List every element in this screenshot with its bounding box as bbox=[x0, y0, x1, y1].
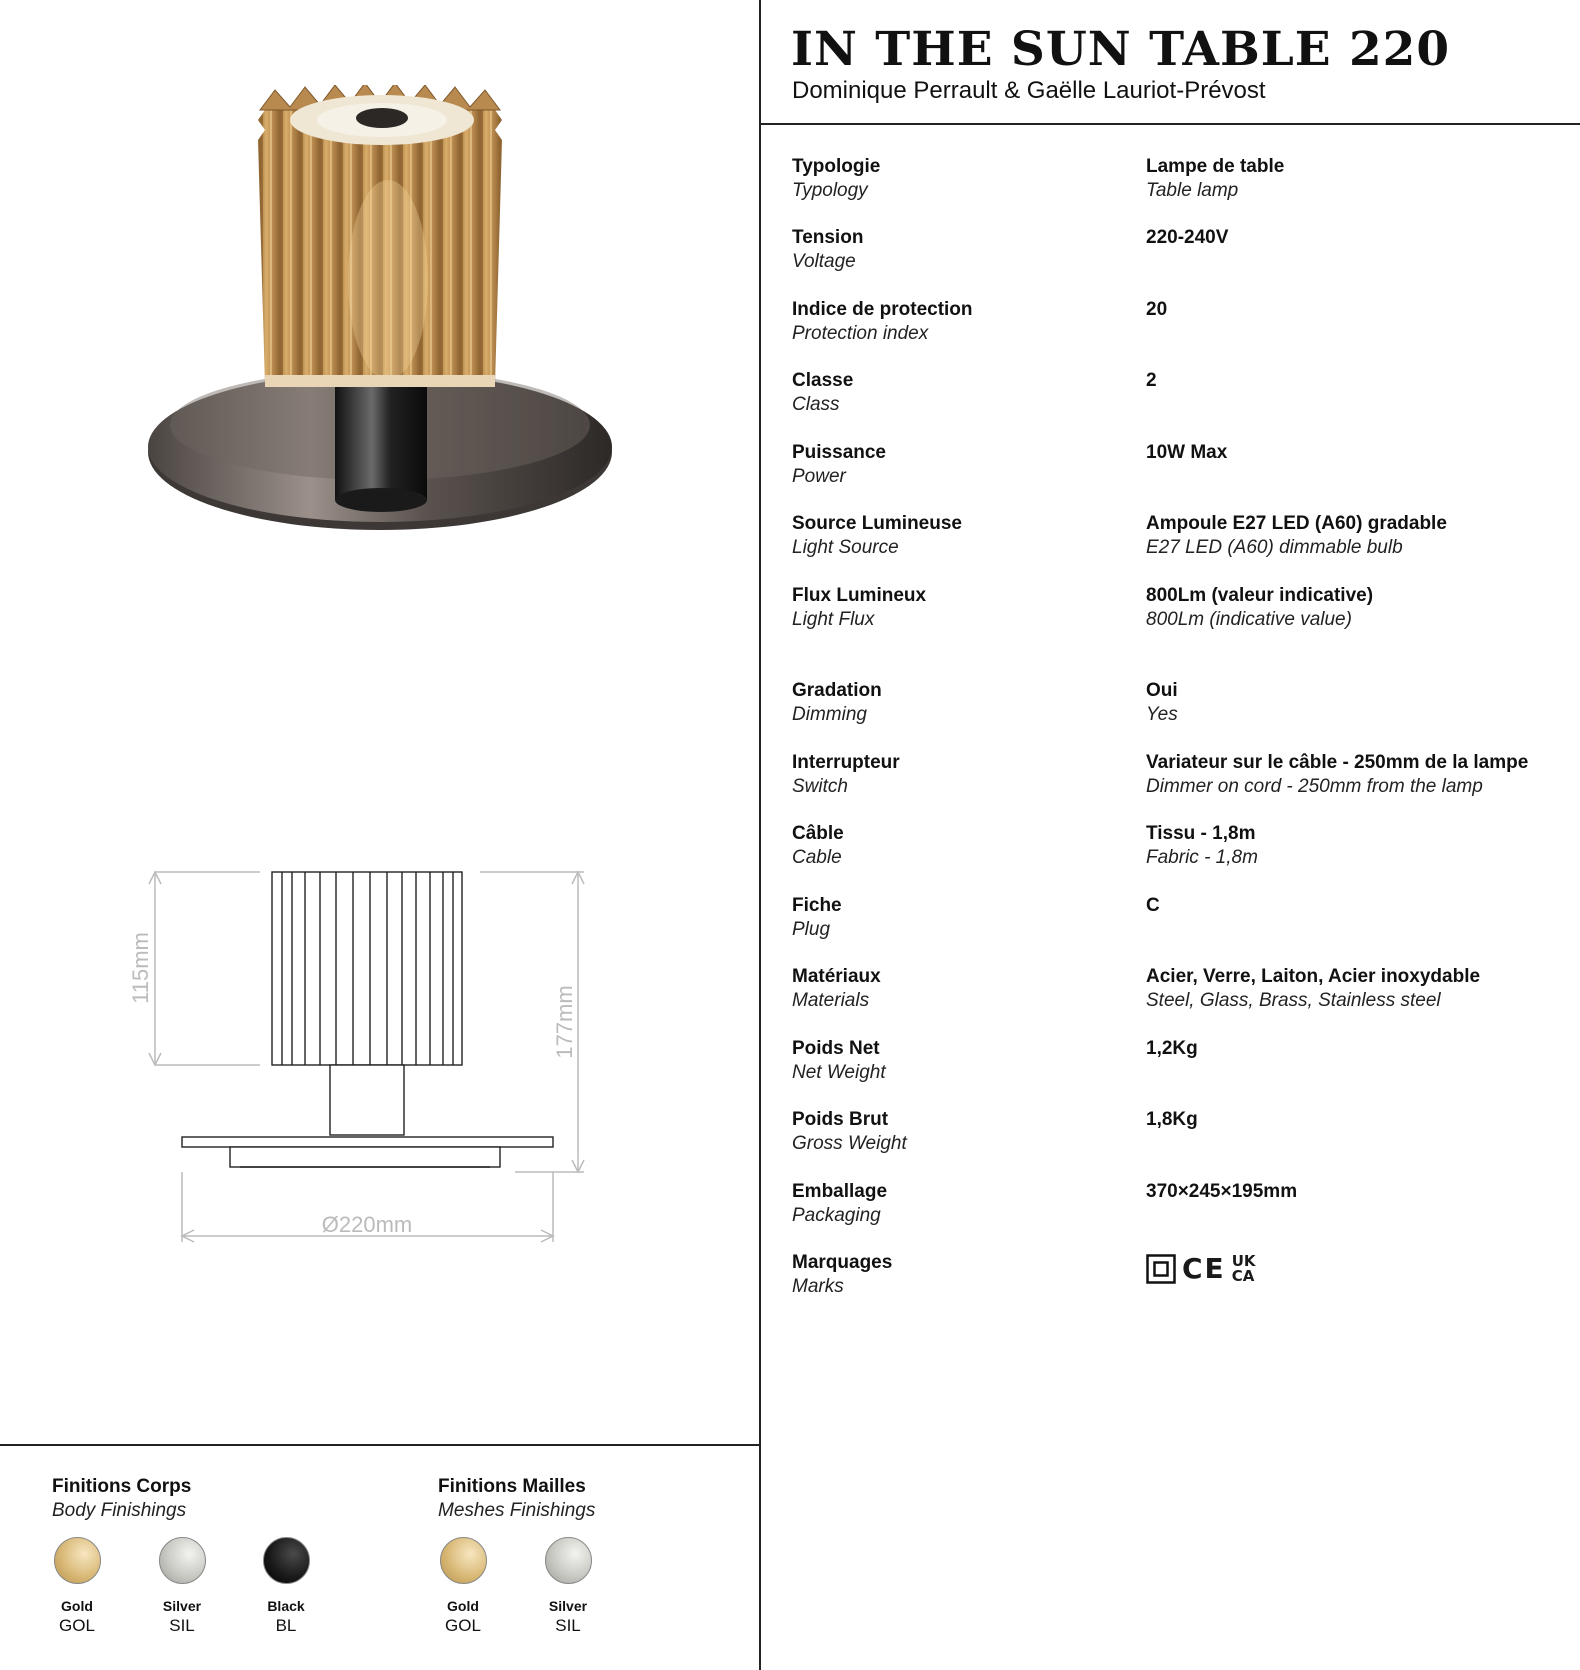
spec-value-fr: 800Lm (valeur indicative) bbox=[1146, 585, 1374, 606]
ukca-icon bbox=[1232, 1254, 1256, 1284]
spec-label-en: Typology bbox=[792, 180, 868, 201]
spec-label-en: Dimming bbox=[792, 704, 867, 725]
diameter-label: Ø220mm bbox=[321, 1212, 413, 1237]
spec-label-en: Packaging bbox=[792, 1205, 881, 1226]
mesh-finishes bbox=[438, 1475, 738, 1635]
spec-label-fr: Typologie bbox=[792, 156, 881, 177]
spec-label-fr: Puissance bbox=[792, 442, 886, 463]
spec-value-en: E27 LED (A60) dimmable bulb bbox=[1146, 537, 1403, 558]
spec-value-fr: 10W Max bbox=[1146, 442, 1228, 463]
spec-value-en: 800Lm (indicative value) bbox=[1146, 609, 1352, 630]
ukca-bottom-text: CA bbox=[1231, 1267, 1255, 1285]
ce-icon: CE bbox=[1182, 1252, 1226, 1285]
total-height-label: 177mm bbox=[552, 985, 577, 1059]
spec-value-en: Dimmer on cord - 250mm from the lamp bbox=[1146, 776, 1483, 797]
spec-value-fr: Variateur sur le câble - 250mm de la lampe bbox=[1146, 752, 1529, 773]
swatch-name: Silver bbox=[548, 1598, 588, 1614]
technical-drawing bbox=[110, 860, 630, 1260]
swatch-mesh-gold[interactable] bbox=[411, 1537, 515, 1636]
spec-label-fr: Emballage bbox=[792, 1181, 888, 1202]
swatch-code: GOL bbox=[445, 1616, 481, 1635]
body-finishes bbox=[52, 1475, 382, 1635]
class-ii-icon bbox=[1146, 1254, 1176, 1284]
lamp-outline bbox=[182, 872, 553, 1167]
spec-value-en: Table lamp bbox=[1146, 180, 1239, 201]
swatch-dot bbox=[545, 1537, 592, 1584]
spec-label-en: Materials bbox=[792, 990, 870, 1011]
spec-label-fr: Poids Net bbox=[792, 1038, 880, 1059]
body-finishes-subtitle: Body Finishings bbox=[52, 1500, 187, 1521]
spec-value-fr: 1,2Kg bbox=[1146, 1038, 1198, 1059]
spec-value-fr: 370×245×195mm bbox=[1146, 1181, 1298, 1202]
finishes-divider bbox=[0, 1444, 760, 1446]
spec-label-fr: Marquages bbox=[792, 1252, 893, 1273]
swatch-body-silver[interactable] bbox=[130, 1537, 234, 1636]
swatch-dot bbox=[54, 1537, 101, 1584]
swatch-dot bbox=[440, 1537, 487, 1584]
swatch-dot bbox=[159, 1537, 206, 1584]
spec-value-fr: Acier, Verre, Laiton, Acier inoxydable bbox=[1146, 966, 1481, 987]
designers: Dominique Perrault & Gaëlle Lauriot-Prévost bbox=[792, 77, 1266, 104]
body-finishes-title: Finitions Corps bbox=[52, 1476, 192, 1497]
spec-label-fr: Tension bbox=[792, 227, 864, 248]
swatch-name: Gold bbox=[61, 1598, 93, 1614]
product-title: IN THE SUN TABLE 220 bbox=[791, 22, 1451, 77]
spec-value-en: Steel, Glass, Brass, Stainless steel bbox=[1146, 990, 1441, 1011]
spec-label-fr: Câble bbox=[792, 823, 844, 844]
spec-label-fr: Matériaux bbox=[792, 966, 881, 987]
spec-value-fr: Tissu - 1,8m bbox=[1146, 823, 1256, 844]
ukca-top-text: UK bbox=[1231, 1252, 1256, 1270]
spec-label-fr: Poids Brut bbox=[792, 1109, 889, 1130]
spec-value-fr: 220-240V bbox=[1146, 227, 1229, 248]
swatch-name: Black bbox=[267, 1598, 305, 1614]
spec-label-en: Class bbox=[792, 394, 840, 415]
vertical-divider bbox=[759, 0, 761, 1670]
spec-label-fr: Classe bbox=[792, 370, 854, 391]
spec-label-en: Light Flux bbox=[792, 609, 875, 630]
spec-label-en: Cable bbox=[792, 847, 842, 868]
spec-value-fr: C bbox=[1146, 895, 1160, 916]
spec-label-en: Marks bbox=[792, 1276, 844, 1297]
spec-label-en: Voltage bbox=[792, 251, 856, 272]
swatch-mesh-silver[interactable] bbox=[516, 1537, 620, 1636]
spec-label-fr: Indice de protection bbox=[792, 299, 973, 320]
spec-label-fr: Interrupteur bbox=[792, 752, 900, 773]
spec-label-fr: Source Lumineuse bbox=[792, 513, 962, 534]
swatch-name: Gold bbox=[447, 1598, 479, 1614]
spec-value-en: Yes bbox=[1146, 704, 1178, 725]
spec-label-fr: Fiche bbox=[792, 895, 842, 916]
spec-value-fr: 1,8Kg bbox=[1146, 1109, 1198, 1130]
swatch-dot bbox=[263, 1537, 310, 1584]
spec-value-en: Fabric - 1,8m bbox=[1146, 847, 1258, 868]
spec-value-fr: 2 bbox=[1146, 370, 1157, 391]
mesh-finishes-subtitle: Meshes Finishings bbox=[438, 1500, 596, 1521]
mesh-finishes-title: Finitions Mailles bbox=[438, 1476, 586, 1497]
shade-height-label: 115mm bbox=[128, 932, 153, 1004]
header-divider bbox=[760, 123, 1580, 125]
swatch-code: BL bbox=[275, 1616, 297, 1635]
spec-label-fr: Flux Lumineux bbox=[792, 585, 927, 606]
spec-label-fr: Gradation bbox=[792, 680, 882, 701]
spec-label-en: Protection index bbox=[792, 323, 929, 344]
swatch-body-black[interactable] bbox=[234, 1537, 338, 1636]
spec-value-fr: 20 bbox=[1146, 299, 1168, 320]
product-photo bbox=[140, 85, 620, 545]
spec-label-en: Light Source bbox=[792, 537, 899, 558]
spec-label-en: Gross Weight bbox=[792, 1133, 907, 1154]
certification-marks bbox=[1146, 1254, 1576, 1284]
spec-value-fr: Lampe de table bbox=[1146, 156, 1285, 177]
spec-value-fr: Ampoule E27 LED (A60) gradable bbox=[1146, 513, 1447, 534]
swatch-code: SIL bbox=[555, 1616, 581, 1635]
spec-label-en: Net Weight bbox=[792, 1062, 886, 1083]
swatch-code: GOL bbox=[59, 1616, 95, 1635]
swatch-code: SIL bbox=[169, 1616, 195, 1635]
spec-value-fr: Oui bbox=[1146, 680, 1178, 701]
swatch-name: Silver bbox=[162, 1598, 202, 1614]
spec-label-en: Power bbox=[792, 466, 846, 487]
spec-label-en: Switch bbox=[792, 776, 848, 797]
swatch-body-gold[interactable] bbox=[25, 1537, 129, 1636]
spec-label-en: Plug bbox=[792, 919, 831, 940]
